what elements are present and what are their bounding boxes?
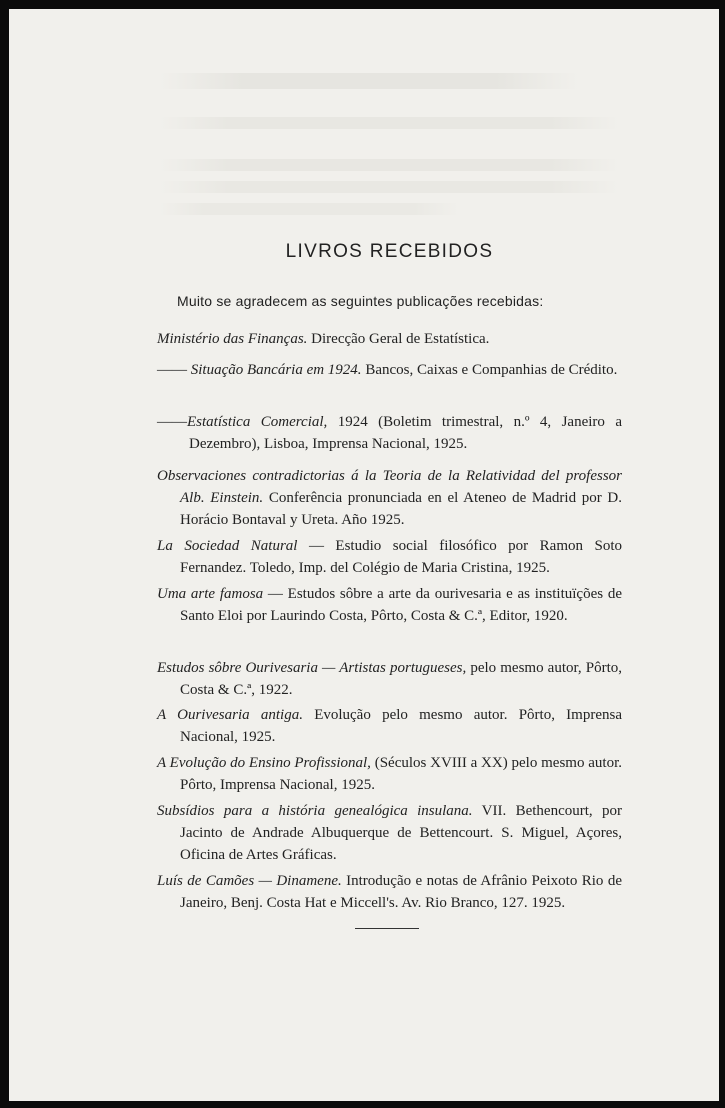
entry-title: Luís de Camões — Dinamene. [157, 873, 342, 889]
bleed-through-band [159, 181, 619, 193]
list-item [157, 800, 622, 866]
entry-text: Bancos, Caixas e Companhias de Crédito. [361, 362, 618, 378]
entry-title: Uma arte famosa [157, 586, 264, 602]
entry-text: — Estudos sôbre a arte da ourivesaria e as instituïções de Santo Eloi por Laurindo Costa, Pôrto, Costa & C.ª, Editor, 1920. [180, 586, 622, 624]
list-item [157, 870, 622, 914]
list-item [157, 704, 622, 748]
entry-text: Introdução e notas de Afrânio Peixoto Rio de Janeiro, Benj. Costa Hat e Miccell's. Av. Rio Branco, 127. 1925. [180, 873, 622, 911]
list-item [157, 535, 622, 579]
list-item [157, 328, 622, 350]
entry-title: Estatística Comercial, [187, 414, 328, 430]
entry-title: La Sociedad Natural [157, 538, 298, 554]
bleed-through-band [159, 73, 579, 89]
list-item [157, 657, 622, 701]
entry-text: Evolução pelo mesmo autor. Pôrto, Imprensa Nacional, 1925. [180, 707, 622, 745]
list-item [157, 583, 622, 627]
entry-dash: —— [157, 414, 187, 430]
page [9, 9, 719, 1101]
entry-text: Conferência pronunciada en el Ateneo de Madrid por D. Horácio Bontaval y Ureta. Año 1925. [180, 490, 622, 528]
page-title: LIVROS RECEBIDOS [285, 241, 494, 262]
entry-text: Direcção Geral de Estatística. [307, 331, 490, 347]
entry-title: Estudos sôbre Ourivesaria — Artistas portugueses, [157, 660, 467, 676]
closing-rule [355, 928, 419, 929]
entry-title: Observaciones contradictorias á la Teoria de la Relatividad del professor Alb. Einstein. [157, 468, 622, 506]
list-item [157, 359, 622, 381]
entry-text: VII. Bethencourt, por Jacinto de Andrade Albuquerque de Bettencourt. S. Miguel, Açores, Oficina de Artes Gráficas. [180, 803, 622, 863]
entry-title: A Ourivesaria antiga. [157, 707, 303, 723]
list-item [157, 752, 622, 796]
entry-title: A Evolução do Ensino Profissional, [157, 755, 371, 771]
entry-text: (Séculos XVIII a XX) pelo mesmo autor. Pôrto, Imprensa Nacional, 1925. [180, 755, 622, 793]
list-item [157, 411, 622, 455]
entry-text: pelo mesmo autor, Pôrto, Costa & C.ª, 1922. [180, 660, 622, 698]
entry-text: — Estudio social filosófico por Ramon Soto Fernandez. Toledo, Imp. del Colégio de Maria Cristina, 1925. [180, 538, 622, 576]
entry-title: Situação Bancária em 1924. [190, 362, 362, 378]
intro-text: Muito se agradecem as seguintes publicações recebidas: [177, 293, 544, 309]
bleed-through-band [159, 203, 459, 215]
bleed-through-band [159, 159, 619, 171]
entry-title: Subsídios para a história genealógica insulana. [157, 803, 473, 819]
entry-dash: —— [157, 362, 191, 378]
bleed-through-band [159, 117, 619, 129]
entry-title: Ministério das Finanças. [157, 331, 308, 347]
list-item [157, 465, 622, 531]
entry-text: 1924 (Boletim trimestral, n.º 4, Janeiro a Dezembro), Lisboa, Imprensa Nacional, 1925. [189, 414, 623, 452]
